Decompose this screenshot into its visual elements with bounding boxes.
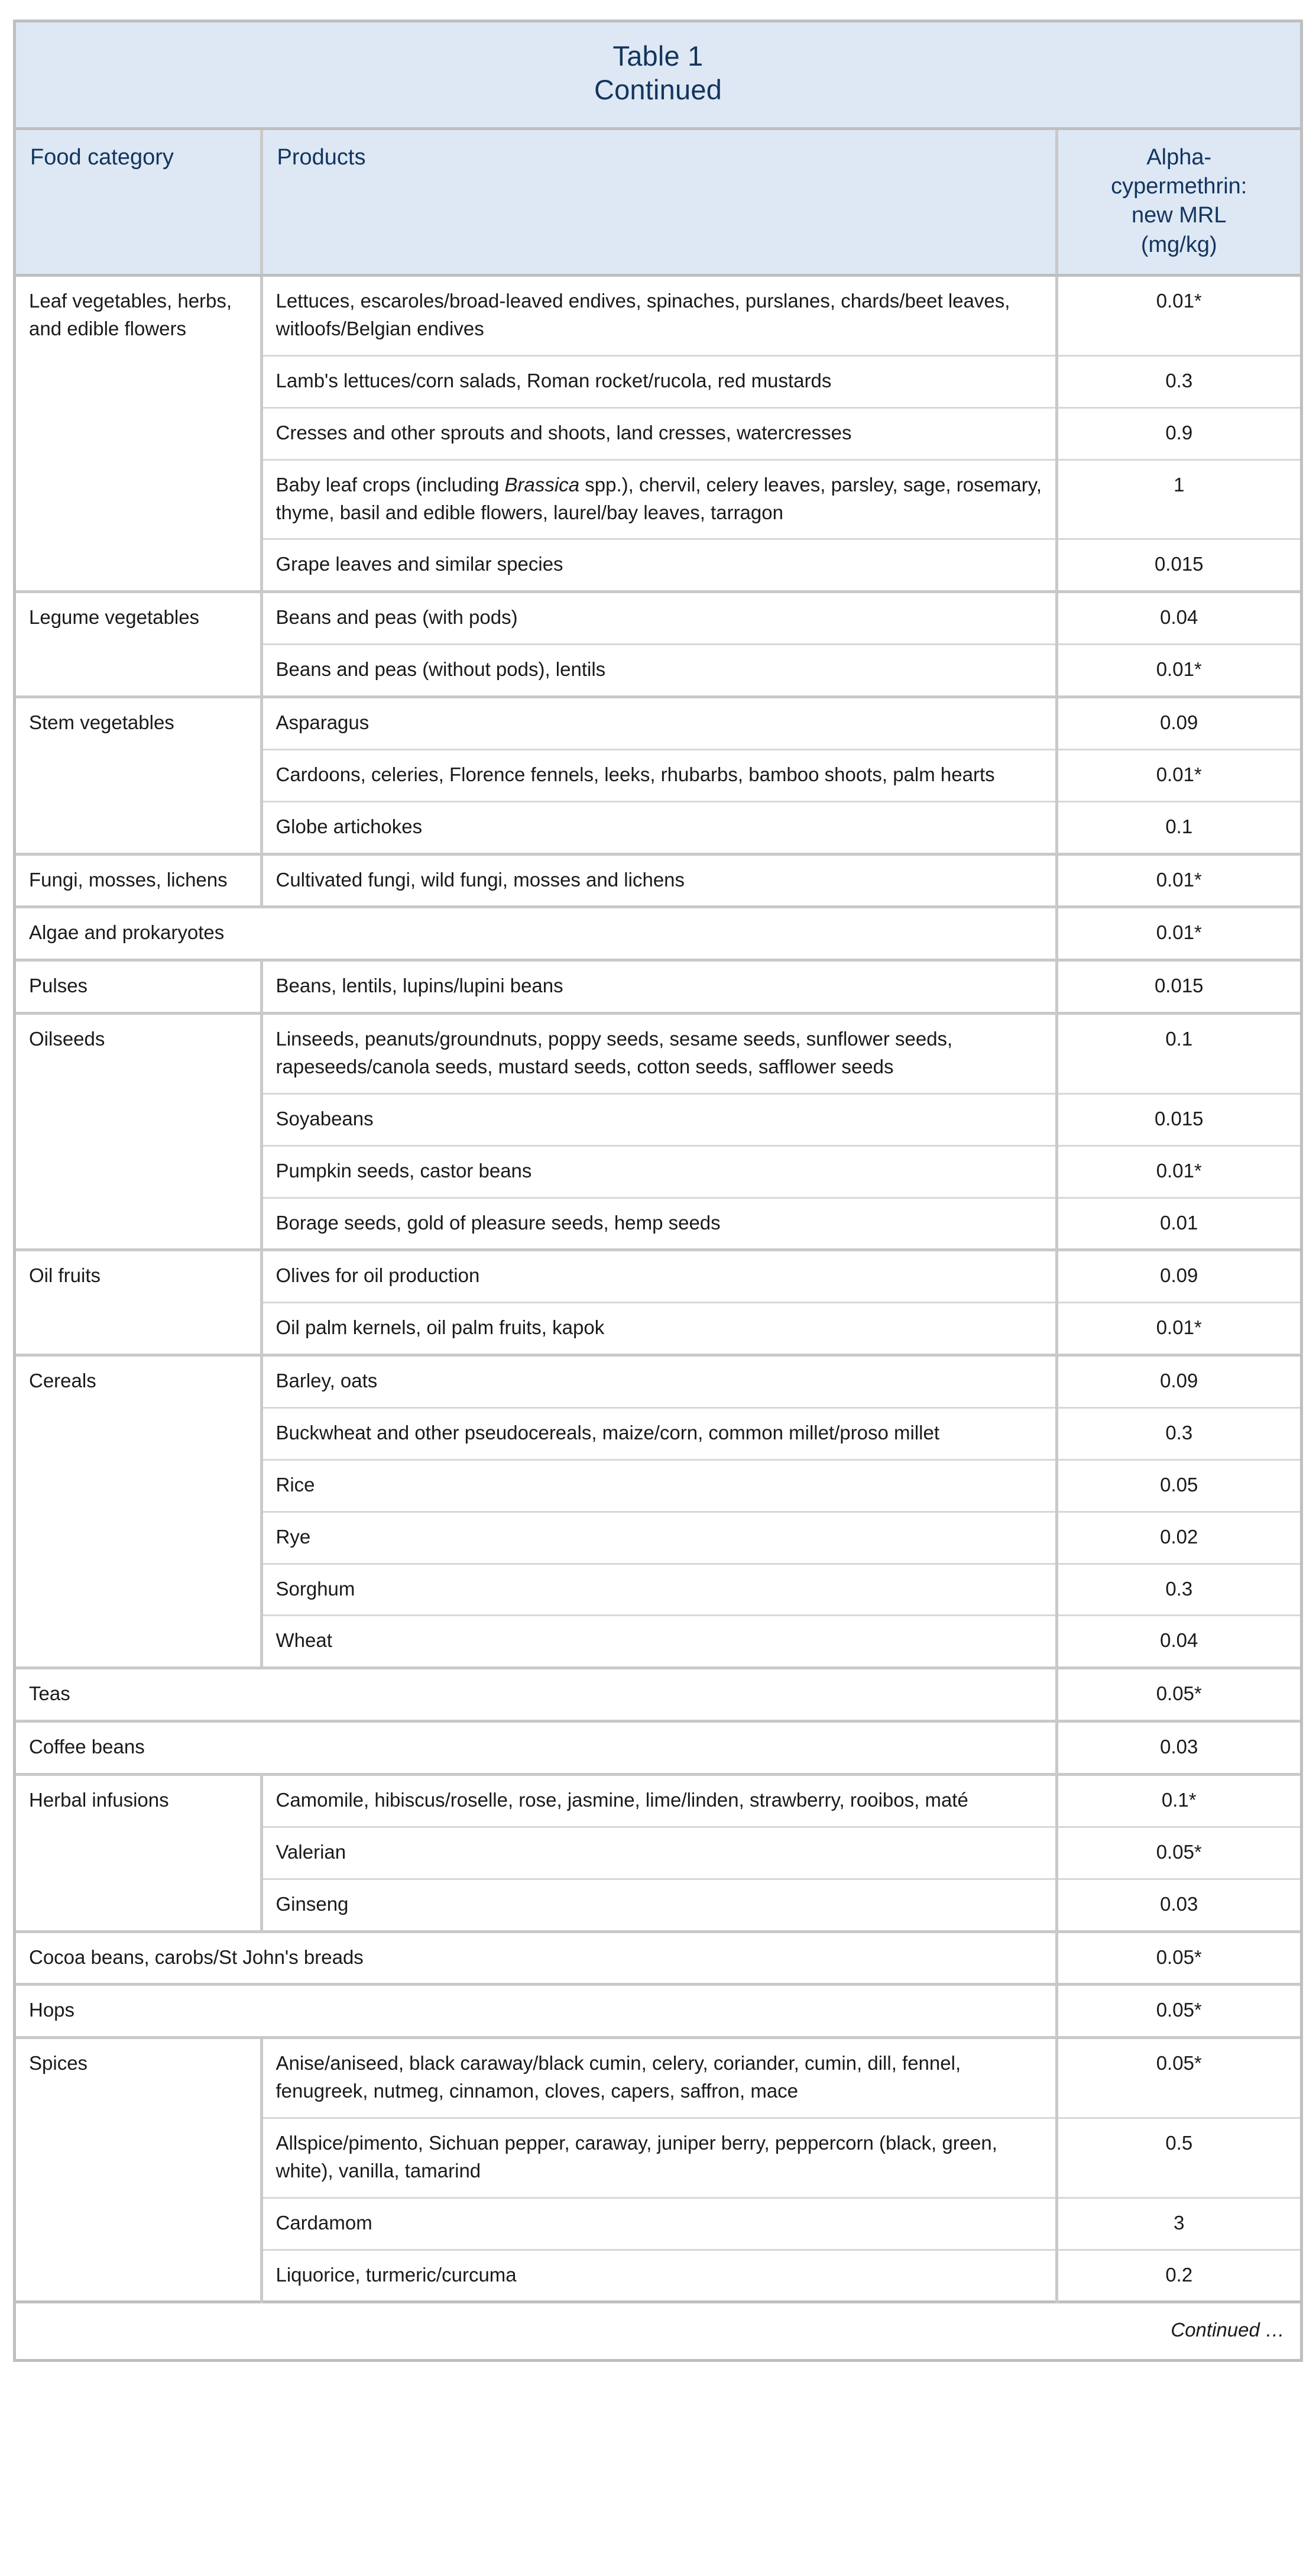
cell-mrl-value: 0.3 bbox=[1056, 355, 1300, 407]
cell-products: Rye bbox=[261, 1512, 1056, 1564]
cell-products: Cultivated fungi, wild fungi, mosses and lichens bbox=[261, 854, 1056, 907]
cell-mrl-value: 0.01* bbox=[1056, 1303, 1300, 1355]
cell-products: Buckwheat and other pseudocereals, maize/corn, common millet/proso millet bbox=[261, 1407, 1056, 1459]
cell-mrl-value: 0.9 bbox=[1056, 407, 1300, 459]
cell-products: Wheat bbox=[261, 1616, 1056, 1668]
cell-products: Allspice/pimento, Sichuan pepper, caraway, juniper berry, peppercorn (black, green, white), vanilla, tamarind bbox=[261, 2118, 1056, 2198]
cell-mrl-value: 0.09 bbox=[1056, 1355, 1300, 1408]
cell-products: Anise/aniseed, black caraway/black cumin, celery, coriander, cumin, dill, fennel, fenugreek, nutmeg, cinnamon, cloves, capers, saffron, mace bbox=[261, 2038, 1056, 2118]
cell-products: Liquorice, turmeric/curcuma bbox=[261, 2250, 1056, 2302]
cell-mrl-value: 0.1 bbox=[1056, 1014, 1300, 1094]
cell-mrl-value: 0.3 bbox=[1056, 1407, 1300, 1459]
table-title-number: Table 1 bbox=[612, 40, 704, 72]
cell-mrl-value: 0.015 bbox=[1056, 539, 1300, 592]
cell-mrl-value: 0.05* bbox=[1056, 2038, 1300, 2118]
cell-products: Lettuces, escaroles/broad-leaved endives, spinaches, purslanes, chards/beet leaves, witloofs/Belgian endives bbox=[261, 276, 1056, 356]
column-header-mrl bbox=[1056, 128, 1300, 276]
cell-food-category: Cereals bbox=[16, 1355, 261, 1668]
cell-mrl-value: 0.01 bbox=[1056, 1198, 1300, 1250]
cell-mrl-value: 0.1* bbox=[1056, 1775, 1300, 1827]
cell-mrl-value: 0.09 bbox=[1056, 697, 1300, 749]
table-row bbox=[16, 592, 1300, 645]
cell-food-category: Cocoa beans, carobs/St John's breads bbox=[16, 1931, 1056, 1985]
cell-mrl-value: 0.05* bbox=[1056, 1668, 1300, 1721]
mrl-table bbox=[16, 22, 1300, 2359]
cell-food-category: Leaf vegetables, herbs, and edible flowers bbox=[16, 276, 261, 592]
cell-mrl-value: 0.09 bbox=[1056, 1250, 1300, 1303]
cell-products: Cardoons, celeries, Florence fennels, leeks, rhubarbs, bamboo shoots, palm hearts bbox=[261, 749, 1056, 801]
column-header-mrl-line1: Alpha- bbox=[1146, 144, 1212, 170]
cell-products: Valerian bbox=[261, 1827, 1056, 1879]
cell-mrl-value: 3 bbox=[1056, 2198, 1300, 2250]
table-row bbox=[16, 1668, 1300, 1721]
cell-products: Beans and peas (without pods), lentils bbox=[261, 645, 1056, 697]
cell-products: Globe artichokes bbox=[261, 801, 1056, 854]
cell-mrl-value: 0.05* bbox=[1056, 1931, 1300, 1985]
table-row bbox=[16, 1250, 1300, 1303]
cell-mrl-value: 0.03 bbox=[1056, 1721, 1300, 1775]
cell-products: Camomile, hibiscus/roselle, rose, jasmine, lime/linden, strawberry, rooibos, maté bbox=[261, 1775, 1056, 1827]
table-row bbox=[16, 1931, 1300, 1985]
cell-mrl-value: 0.2 bbox=[1056, 2250, 1300, 2302]
cell-food-category: Fungi, mosses, lichens bbox=[16, 854, 261, 907]
table-row bbox=[16, 1355, 1300, 1408]
cell-mrl-value: 0.3 bbox=[1056, 1564, 1300, 1616]
table-head bbox=[16, 22, 1300, 276]
cell-products: Barley, oats bbox=[261, 1355, 1056, 1408]
cell-mrl-value: 1 bbox=[1056, 459, 1300, 539]
species-name: Brassica bbox=[504, 473, 580, 496]
column-header-products: Products bbox=[261, 128, 1056, 276]
cell-food-category: Coffee beans bbox=[16, 1721, 1056, 1775]
cell-mrl-value: 0.015 bbox=[1056, 1093, 1300, 1145]
cell-products: Lamb's lettuces/corn salads, Roman rocket/rucola, red mustards bbox=[261, 355, 1056, 407]
cell-mrl-value: 0.05* bbox=[1056, 1827, 1300, 1879]
table-body bbox=[16, 276, 1300, 2302]
cell-products: Rice bbox=[261, 1459, 1056, 1512]
cell-mrl-value: 0.01* bbox=[1056, 854, 1300, 907]
cell-mrl-value: 0.01* bbox=[1056, 645, 1300, 697]
table-title-row bbox=[16, 22, 1300, 128]
cell-products: Pumpkin seeds, castor beans bbox=[261, 1145, 1056, 1198]
cell-mrl-value: 0.04 bbox=[1056, 592, 1300, 645]
table-row bbox=[16, 2038, 1300, 2118]
cell-mrl-value: 0.5 bbox=[1056, 2118, 1300, 2198]
cell-products: Soyabeans bbox=[261, 1093, 1056, 1145]
cell-products: Beans, lentils, lupins/lupini beans bbox=[261, 960, 1056, 1014]
table-row bbox=[16, 1721, 1300, 1775]
cell-products: Oil palm kernels, oil palm fruits, kapok bbox=[261, 1303, 1056, 1355]
table-row bbox=[16, 960, 1300, 1014]
table-container bbox=[13, 20, 1303, 2362]
cell-products: Olives for oil production bbox=[261, 1250, 1056, 1303]
cell-food-category: Oil fruits bbox=[16, 1250, 261, 1355]
column-header-mrl-line4: (mg/kg) bbox=[1140, 232, 1217, 257]
cell-food-category: Teas bbox=[16, 1668, 1056, 1721]
cell-mrl-value: 0.1 bbox=[1056, 801, 1300, 854]
cell-food-category: Pulses bbox=[16, 960, 261, 1014]
table-footer-row bbox=[16, 2302, 1300, 2360]
cell-products: Linseeds, peanuts/groundnuts, poppy seeds, sesame seeds, sunflower seeds, rapeseeds/canola seeds, mustard seeds, cotton seeds, safflower seeds bbox=[261, 1014, 1056, 1094]
cell-products: Cardamom bbox=[261, 2198, 1056, 2250]
cell-food-category: Herbal infusions bbox=[16, 1775, 261, 1932]
cell-food-category: Oilseeds bbox=[16, 1014, 261, 1250]
table-row bbox=[16, 1775, 1300, 1827]
cell-products: Ginseng bbox=[261, 1879, 1056, 1931]
cell-products: Sorghum bbox=[261, 1564, 1056, 1616]
table-row bbox=[16, 854, 1300, 907]
table-row bbox=[16, 276, 1300, 356]
cell-products: Grape leaves and similar species bbox=[261, 539, 1056, 592]
column-header-food-category: Food category bbox=[16, 128, 261, 276]
table-foot bbox=[16, 2302, 1300, 2360]
cell-products: Baby leaf crops (including Brassica spp.), chervil, celery leaves, parsley, sage, rosemary, thyme, basil and edible flowers, laurel/bay leaves, tarragon bbox=[261, 459, 1056, 539]
column-header-row bbox=[16, 128, 1300, 276]
table-row bbox=[16, 1985, 1300, 2038]
table-title-continued: Continued bbox=[594, 74, 722, 106]
table-title-cell bbox=[16, 22, 1300, 128]
cell-mrl-value: 0.04 bbox=[1056, 1616, 1300, 1668]
cell-mrl-value: 0.03 bbox=[1056, 1879, 1300, 1931]
table-row bbox=[16, 1014, 1300, 1094]
cell-food-category: Stem vegetables bbox=[16, 697, 261, 854]
cell-mrl-value: 0.01* bbox=[1056, 276, 1300, 356]
cell-products: Beans and peas (with pods) bbox=[261, 592, 1056, 645]
cell-mrl-value: 0.01* bbox=[1056, 907, 1300, 960]
cell-mrl-value: 0.01* bbox=[1056, 1145, 1300, 1198]
cell-food-category: Spices bbox=[16, 2038, 261, 2302]
column-header-mrl-line2: cypermethrin: bbox=[1111, 174, 1247, 199]
cell-products: Cresses and other sprouts and shoots, land cresses, watercresses bbox=[261, 407, 1056, 459]
cell-mrl-value: 0.015 bbox=[1056, 960, 1300, 1014]
cell-mrl-value: 0.05* bbox=[1056, 1985, 1300, 2038]
cell-mrl-value: 0.05 bbox=[1056, 1459, 1300, 1512]
table-row bbox=[16, 697, 1300, 749]
cell-food-category: Legume vegetables bbox=[16, 592, 261, 697]
cell-mrl-value: 0.02 bbox=[1056, 1512, 1300, 1564]
table-row bbox=[16, 907, 1300, 960]
column-header-mrl-line3: new MRL bbox=[1132, 203, 1227, 228]
cell-products: Asparagus bbox=[261, 697, 1056, 749]
cell-food-category: Hops bbox=[16, 1985, 1056, 2038]
table-footer-continued: Continued … bbox=[16, 2302, 1300, 2360]
cell-products: Borage seeds, gold of pleasure seeds, hemp seeds bbox=[261, 1198, 1056, 1250]
cell-food-category: Algae and prokaryotes bbox=[16, 907, 1056, 960]
cell-mrl-value: 0.01* bbox=[1056, 749, 1300, 801]
